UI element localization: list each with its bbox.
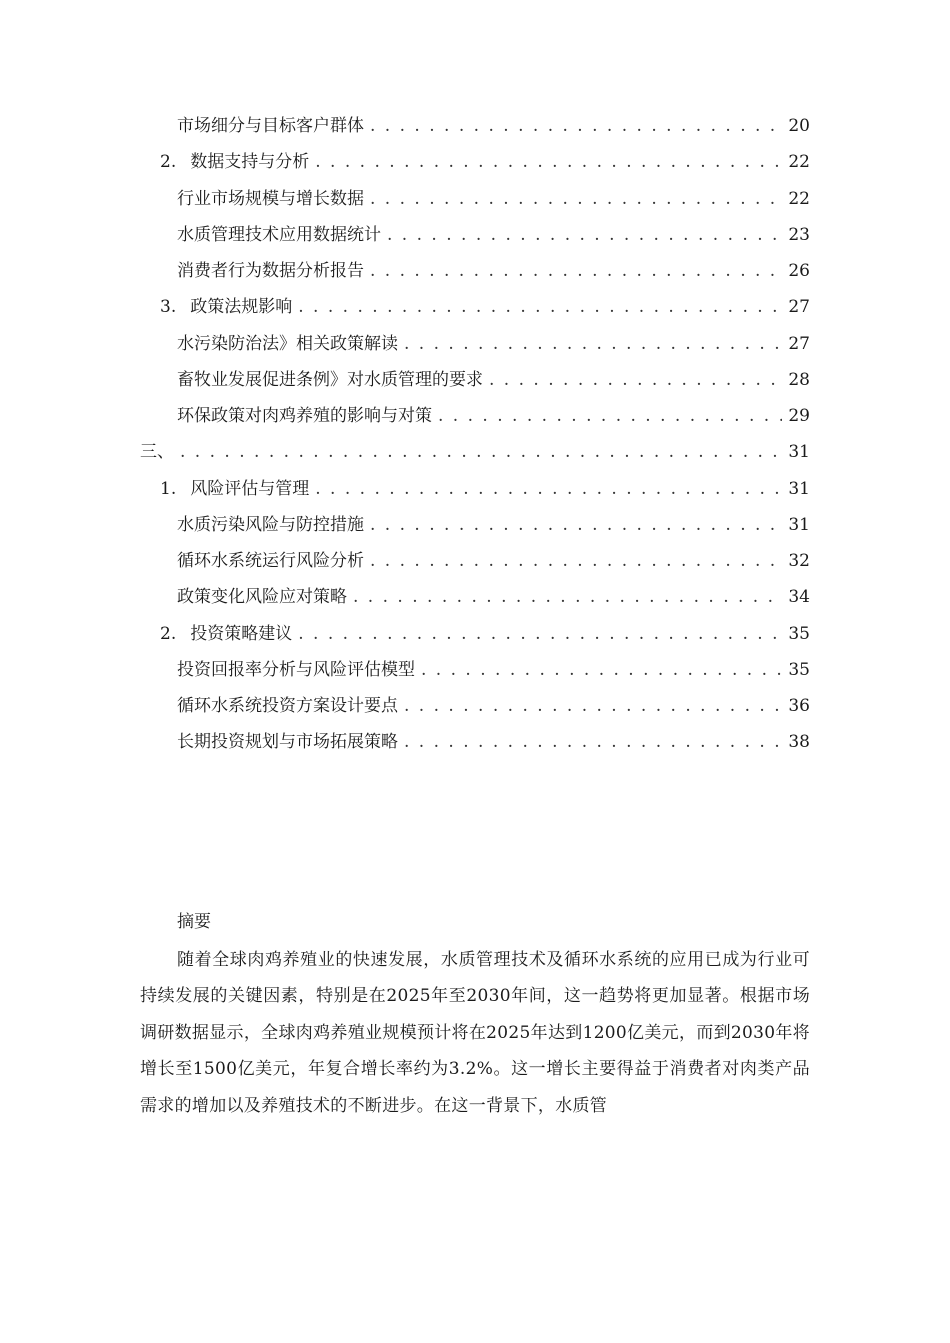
toc-leader-dots — [489, 368, 782, 392]
toc-entry-page: 20 — [788, 116, 810, 136]
toc-entry-page: 28 — [788, 369, 810, 390]
toc-entry-title: 投资回报率分析与风险评估模型 — [177, 659, 415, 680]
toc-entry-page: 36 — [788, 696, 810, 716]
toc-entry[interactable] — [177, 692, 810, 718]
summary-body: 随着全球肉鸡养殖业的快速发展，水质管理技术及循环水系统的应用已成为行业可持续发展的关键因素，特别是在2025年至2030年间，这一趋势将更加显著。根据市场调研数据显示，全球肉鸡养殖业规模预计将在2025年达到1200亿美元，而到2030年将增长至1500亿美元，年复合增长率约为3.2%。这一增长主要得益于消费者对肉类产品需求的增加以及养殖技术的不断进步。在这一背景下，水质管 — [140, 950, 810, 1116]
toc-entry[interactable] — [177, 511, 810, 537]
toc-leader-dots — [370, 187, 782, 211]
toc-entry-page: 31 — [788, 442, 810, 463]
toc-entry-title: 三、 — [140, 442, 174, 463]
toc-entry[interactable] — [177, 221, 810, 247]
toc-entry-page: 27 — [788, 297, 810, 318]
toc-leader-dots — [298, 295, 782, 319]
toc-leader-dots — [387, 223, 782, 247]
toc-entry-page: 22 — [788, 152, 810, 173]
toc-leader-dots — [315, 477, 782, 501]
toc-entry-page: 26 — [788, 261, 810, 281]
toc-leader-dots — [370, 513, 782, 537]
toc-entry[interactable] — [160, 148, 810, 174]
toc-leader-dots — [438, 404, 782, 428]
toc-entry[interactable] — [177, 330, 810, 356]
toc-leader-dots — [370, 549, 782, 573]
toc-entry-title: 循环水系统运行风险分析 — [177, 551, 364, 571]
toc-entry-title: 水质污染风险与防控措施 — [177, 514, 364, 535]
toc-entry[interactable] — [177, 185, 810, 211]
toc-entry[interactable] — [177, 583, 810, 609]
toc-entry[interactable] — [160, 293, 810, 319]
toc-entry-title: 环保政策对肉鸡养殖的影响与对策 — [177, 406, 432, 426]
toc-entry-page: 38 — [788, 732, 810, 753]
toc-entry-number: 3. — [160, 297, 177, 318]
toc-leader-dots — [298, 622, 782, 646]
toc-entry[interactable] — [177, 656, 810, 682]
toc-entry-page: 35 — [788, 623, 810, 644]
toc-entry-page: 34 — [788, 587, 810, 608]
toc-entry-title: 水污染防治法》相关政策解读 — [177, 333, 398, 354]
toc-leader-dots — [404, 332, 782, 356]
toc-entry-page: 35 — [788, 659, 810, 680]
toc-entry[interactable] — [177, 366, 810, 392]
toc-entry-page: 22 — [788, 188, 810, 209]
toc-entry-title: 市场细分与目标客户群体 — [177, 116, 364, 136]
toc-entry[interactable] — [177, 257, 810, 283]
toc-entry-title: 数据支持与分析 — [190, 152, 310, 173]
toc-entry-page: 27 — [788, 333, 810, 354]
toc-entry-title: 政策法规影响 — [190, 297, 293, 318]
toc-entry-title: 投资策略建议 — [190, 623, 293, 644]
toc-entry[interactable] — [140, 438, 810, 464]
toc-entry[interactable] — [177, 112, 810, 138]
toc-entry-title: 长期投资规划与市场拓展策略 — [177, 732, 398, 753]
toc-entry[interactable] — [160, 620, 810, 646]
toc-leader-dots — [404, 730, 782, 754]
toc-entry-page: 31 — [788, 514, 810, 535]
toc-entry-title: 行业市场规模与增长数据 — [177, 188, 364, 209]
summary-section — [140, 902, 810, 1124]
toc-entry-page: 31 — [788, 478, 810, 499]
toc-entry-title: 政策变化风险应对策略 — [177, 587, 347, 608]
toc-entry-title: 循环水系统投资方案设计要点 — [177, 696, 398, 716]
toc-entry[interactable] — [177, 547, 810, 573]
toc-leader-dots — [315, 150, 782, 174]
toc-entry[interactable] — [160, 475, 810, 501]
toc-leader-dots — [370, 259, 782, 283]
toc-entry[interactable] — [177, 728, 810, 754]
toc-entry-title: 消费者行为数据分析报告 — [177, 261, 364, 281]
toc-entry-title: 风险评估与管理 — [190, 478, 310, 499]
toc-leader-dots — [353, 585, 782, 609]
toc-entry-page: 32 — [788, 551, 810, 571]
toc-entry-number: 2. — [160, 623, 177, 644]
toc-entry-number: 2. — [160, 152, 177, 173]
toc-entry-number: 1. — [160, 478, 177, 499]
summary-title: 摘要 — [177, 912, 211, 932]
toc-entry[interactable] — [177, 402, 810, 428]
toc-leader-dots — [370, 114, 782, 138]
toc-leader-dots — [404, 694, 782, 718]
toc-entry-title: 畜牧业发展促进条例》对水质管理的要求 — [177, 369, 483, 390]
toc-leader-dots — [421, 658, 782, 682]
toc-entry-page: 23 — [788, 224, 810, 245]
toc-entry-title: 水质管理技术应用数据统计 — [177, 224, 381, 245]
toc-entry-page: 29 — [788, 406, 810, 426]
toc-leader-dots — [180, 440, 782, 464]
